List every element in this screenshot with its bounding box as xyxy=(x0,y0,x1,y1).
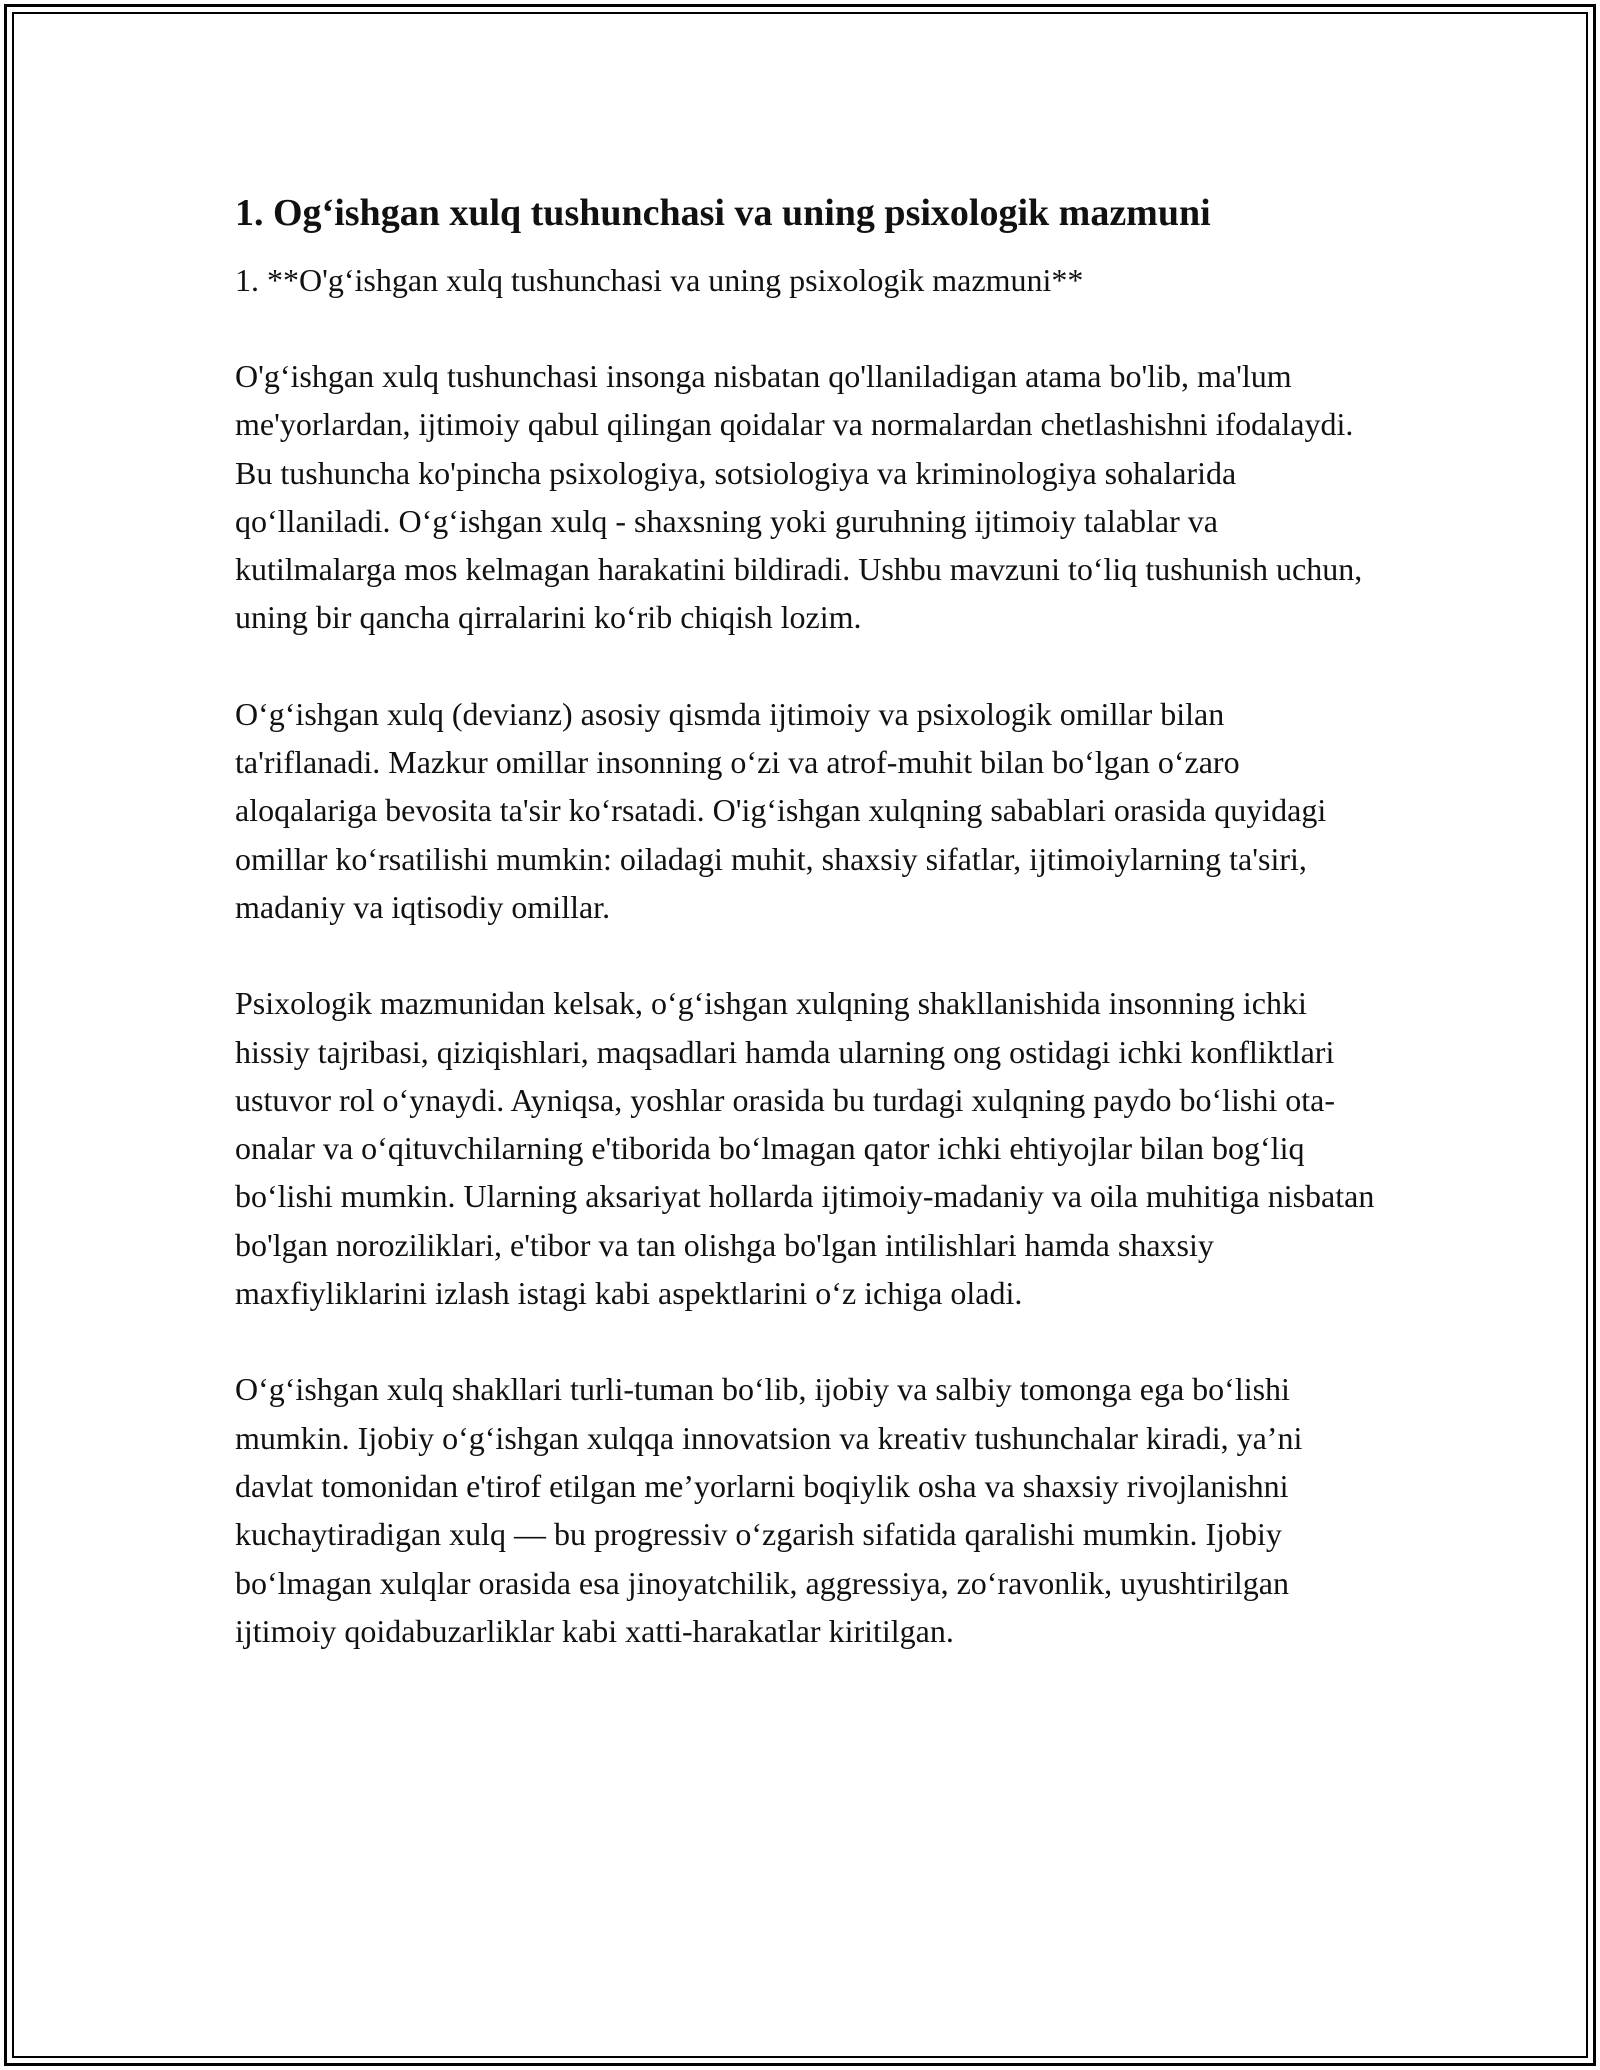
paragraph-4: O‘g‘ishgan xulq shakllari turli-tuman bo‘lib, ijobiy va salbiy tomonga ega bo‘lishi mumkin. Ijobiy o‘g‘ishgan xulqqa innovatsion va kreativ tushunchalar kiradi, ya’ni davlat tomonidan e'tirof etilgan me’yorlarni boqiylik osha va shaxsiy rivojlanishni kuchaytiradigan xulq — bu progressiv o‘zgarish sifatida qaralishi mumkin. Ijobiy bo‘lmagan xulqlar orasida esa jinoyatchilik, aggressiya, zo‘ravonlik, uyushtirilgan ijtimoiy qoidabuzarliklar kabi xatti-harakatlar kiritilgan. xyxy=(235,1371,1303,1649)
document-body xyxy=(235,188,1375,1655)
paragraph-2: O‘g‘ishgan xulq (devianz) asosiy qismda ijtimoiy va psixologik omillar bilan ta'riflanadi. Mazkur omillar insonning o‘zi va atrof-muhit bilan bo‘lgan o‘zaro aloqalariga bevosita ta'sir ko‘rsatadi. O'ig‘ishgan xulqning sabablari orasida quyidagi omillar ko‘rsatilishi mumkin: oiladagi muhit, shaxsiy sifatlar, ijtimoiylarning ta'siri, madaniy va iqtisodiy omillar. xyxy=(235,695,1327,925)
section-subtitle: 1. **O'g‘ishgan xulq tushunchasi va uning psixologik mazmuni** xyxy=(235,262,1084,298)
paragraph-3: Psixologik mazmunidan kelsak, o‘g‘ishgan xulqning shakllanishida insonning ichki hissiy tajribasi, qiziqishlari, maqsadlari hamda ularning ong ostidagi ichki konfliktlari ustuvor rol o‘ynaydi. Ayniqsa, yoshlar orasida bu turdagi xulqning paydo bo‘lishi ota-onalar va o‘qituvchilarning e'tiborida bo‘lmagan qator ichki ehtiyojlar bilan bog‘liq bo‘lishi mumkin. Ularning aksariyat hollarda ijtimoiy-madaniy va oila muhitiga nisbatan bo'lgan noroziliklari, e'tibor va tan olishga bo'lgan intilishlari hamda shaxsiy maxfiyliklarini izlash istagi kabi aspektlarini o‘z ichiga oladi. xyxy=(235,985,1375,1312)
section-heading: 1. Og‘ishgan xulq tushunchasi va uning psixologik mazmuni xyxy=(235,192,1211,234)
paragraph-1: O'g‘ishgan xulq tushunchasi insonga nisbatan qo'llaniladigan atama bo'lib, ma'lum me'yorlardan, ijtimoiy qabul qilingan qoidalar va normalardan chetlashishni ifodalaydi. Bu tushuncha ko'pincha psixologiya, sotsiologiya va kriminologiya sohalarida qo‘llaniladi. O‘g‘ishgan xulq - shaxsning yoki guruhning ijtimoiy talablar va kutilmalarga mos kelmagan harakatini bildiradi. Ushbu mavzuni to‘liq tushunish uchun, uning bir qancha qirralarini ko‘rib chiqish lozim. xyxy=(235,358,1363,636)
